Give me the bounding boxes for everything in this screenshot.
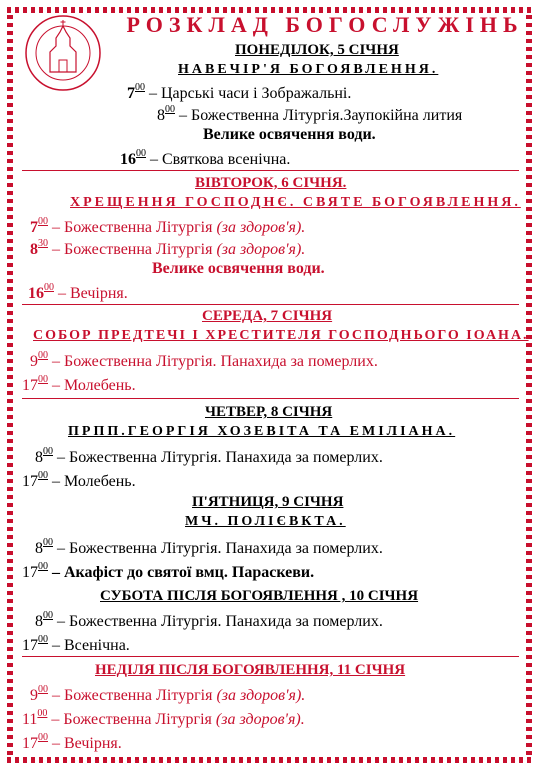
day-header-friday: П'ЯТНИЦЯ, 9 СІЧНЯ [192, 494, 344, 510]
service-line: $17^{00}$ – Вечірня. [22, 732, 122, 752]
service-line: $17^{00}$ – Всенічна. [22, 634, 130, 654]
day-header-monday: ПОНЕДІЛОК, 5 СІЧНЯ [235, 42, 399, 58]
day-header-wednesday: СЕРЕДА, 7 СІЧНЯ [202, 308, 333, 324]
separator [22, 656, 519, 657]
page-title: РОЗКЛАД БОГОСЛУЖІНЬ [126, 12, 524, 37]
service-line: $17^{00}$ – Молебень. [22, 470, 136, 490]
service-line: $17^{00}$ – Акафіст до святої вмц. Параскеви. [22, 561, 315, 581]
feast-thursday: ПРПП.ГЕОРГІЯ ХОЗЕВІТА ТА ЕМІЛІАНА. [68, 424, 456, 439]
separator [22, 304, 519, 305]
service-line: $16^{00}$ – Святкова всенічна. [120, 148, 291, 168]
day-header-tuesday: ВІВТОРОК, 6 СІЧНЯ. [195, 175, 347, 191]
service-line: $8^{30}$ – Божественна Літургія (за здоров'я). [30, 238, 306, 258]
separator [22, 398, 519, 399]
separator [22, 170, 519, 171]
service-line: $8^{00}$ – Божественна Літургія. Панахида за померлих. [35, 446, 383, 466]
day-header-saturday: СУБОТА ПІСЛЯ БОГОЯВЛЕННЯ , 10 СІЧНЯ [100, 588, 419, 604]
church-seal-logo [24, 14, 102, 92]
service-line: $7^{00}$ – Божественна Літургія (за здоров'я). [30, 216, 306, 236]
day-header-thursday: ЧЕТВЕР, 8 СІЧНЯ [205, 404, 333, 420]
day-header-sunday: НЕДІЛЯ ПІСЛЯ БОГОЯВЛЕННЯ, 11 СІЧНЯ [95, 662, 406, 678]
feast-wednesday: СОБОР ПРЕДТЕЧІ І ХРЕСТИТЕЛЯ ГОСПОДНЬОГО ІОАНА. [33, 328, 529, 343]
service-line: $9^{00}$ – Божественна Літургія (за здоров'я). [30, 684, 306, 704]
feast-monday: НАВЕЧІР'Я БОГОЯВЛЕННЯ. [178, 62, 439, 77]
service-line: $16^{00}$ – Вечірня. [28, 282, 128, 302]
service-line: $7^{00}$ – Царські часи і Зображальні. [127, 82, 352, 102]
service-line: $11^{00}$ – Божественна Літургія (за здоров'я). [22, 708, 305, 728]
service-note: Велике освячення води. [203, 126, 376, 143]
feast-friday: МЧ. ПОЛІЄВКТА. [185, 514, 346, 529]
feast-tuesday: ХРЕЩЕННЯ ГОСПОДНЄ. СВЯТЕ БОГОЯВЛЕННЯ. [70, 195, 521, 210]
service-line: $17^{00}$ – Молебень. [22, 374, 136, 394]
service-line: $8^{00}$ – Божественна Літургія. Панахида за померлих. [35, 537, 383, 557]
service-line: $9^{00}$ – Божественна Літургія. Панахида за померлих. [30, 350, 378, 370]
service-line: $8^{00}$ – Божественна Літургія.Заупокійна лития [157, 104, 463, 124]
service-note: Велике освячення води. [152, 260, 325, 277]
service-line: $8^{00}$ – Божественна Літургія. Панахида за померлих. [35, 610, 383, 630]
